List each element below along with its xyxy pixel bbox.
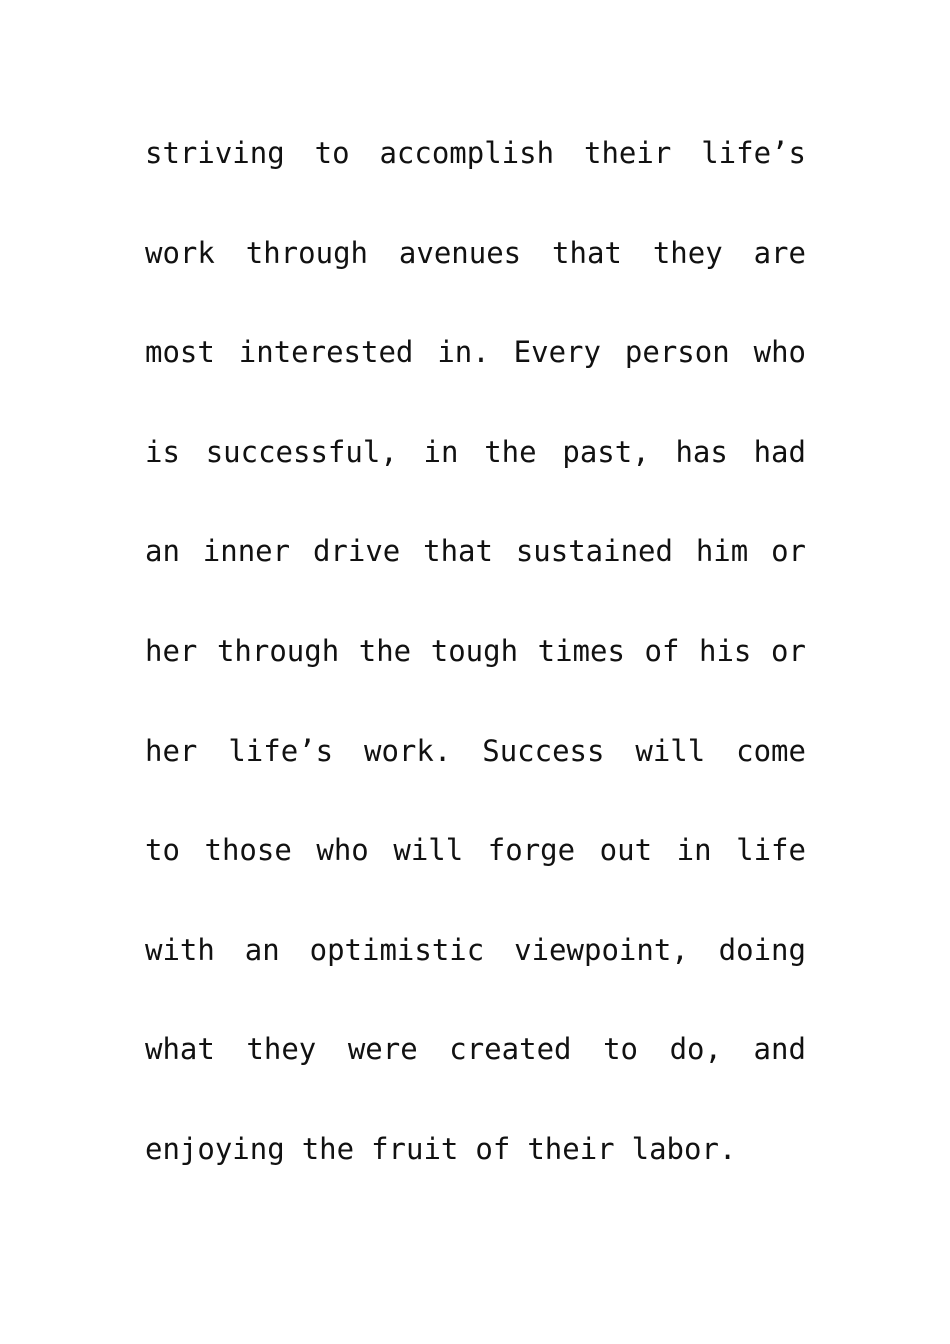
word: her xyxy=(145,733,198,768)
text-line xyxy=(145,1022,806,1122)
word: they xyxy=(246,1032,317,1067)
text-line xyxy=(145,923,806,1023)
word: those xyxy=(204,833,292,868)
word: the xyxy=(358,633,412,668)
word: the xyxy=(301,1131,355,1166)
word: an xyxy=(244,932,280,967)
body-paragraph xyxy=(145,126,806,1222)
word: in. xyxy=(437,335,490,370)
word: Every xyxy=(513,335,601,370)
word: viewpoint, xyxy=(514,932,689,967)
word: striving xyxy=(145,136,285,170)
word: has xyxy=(675,434,728,469)
text-line xyxy=(145,126,806,226)
word: drive xyxy=(312,534,401,569)
word: an xyxy=(145,534,180,569)
word: interested xyxy=(238,335,414,370)
word: that xyxy=(423,534,493,569)
word: times xyxy=(537,633,625,668)
word: his xyxy=(699,633,752,668)
word: life’s xyxy=(701,136,806,170)
word: the xyxy=(484,434,537,469)
word: Success xyxy=(482,733,605,768)
word: doing xyxy=(718,932,806,967)
word: life’s xyxy=(228,733,334,768)
text-line xyxy=(145,524,806,624)
word: to xyxy=(145,833,180,868)
word: are xyxy=(753,235,806,270)
word: come xyxy=(736,733,806,768)
word: labor. xyxy=(631,1131,737,1166)
word: had xyxy=(753,434,806,469)
word: to xyxy=(314,136,350,170)
word: created xyxy=(449,1032,572,1067)
text-line xyxy=(145,425,806,525)
word: through xyxy=(245,235,368,270)
word: sustained xyxy=(515,534,673,569)
word: accomplish xyxy=(379,136,555,170)
word: successful, xyxy=(205,434,398,469)
text-line xyxy=(145,823,806,923)
word: their xyxy=(583,136,672,170)
word: person xyxy=(624,335,730,370)
word: what xyxy=(145,1032,215,1067)
word: they xyxy=(652,235,723,270)
word: were xyxy=(347,1032,418,1067)
word: to xyxy=(603,1032,638,1067)
word: or xyxy=(770,633,806,668)
word: fruit xyxy=(371,1131,459,1166)
word: most xyxy=(145,335,215,370)
word: her xyxy=(145,633,198,668)
word: avenues xyxy=(398,235,522,270)
word: past, xyxy=(562,434,650,469)
text-line xyxy=(145,624,806,724)
word: work. xyxy=(364,733,452,768)
text-line xyxy=(145,325,806,425)
word: inner xyxy=(202,534,291,569)
word: and xyxy=(753,1032,806,1067)
word: work xyxy=(145,235,215,270)
word: enjoying xyxy=(145,1131,285,1166)
word: will xyxy=(635,733,706,768)
word: out xyxy=(599,833,653,868)
word: will xyxy=(393,833,464,868)
word: forge xyxy=(487,833,576,868)
word: in xyxy=(423,434,459,469)
word: tough xyxy=(430,633,519,668)
word: do, xyxy=(669,1032,722,1067)
text-line xyxy=(145,1122,806,1222)
word: through xyxy=(216,633,340,668)
word: in xyxy=(676,833,712,868)
word: that xyxy=(552,235,622,270)
text-line xyxy=(145,226,806,326)
word: optimistic xyxy=(309,932,485,967)
word: their xyxy=(527,1131,615,1166)
word: who xyxy=(316,833,369,868)
word: or xyxy=(771,534,806,569)
word: life xyxy=(736,833,806,868)
word: with xyxy=(145,932,215,967)
word: who xyxy=(753,335,806,370)
word: him xyxy=(695,534,749,569)
text-line xyxy=(145,724,806,824)
word: is xyxy=(145,434,180,469)
word: of xyxy=(644,633,680,668)
word: of xyxy=(475,1131,511,1166)
